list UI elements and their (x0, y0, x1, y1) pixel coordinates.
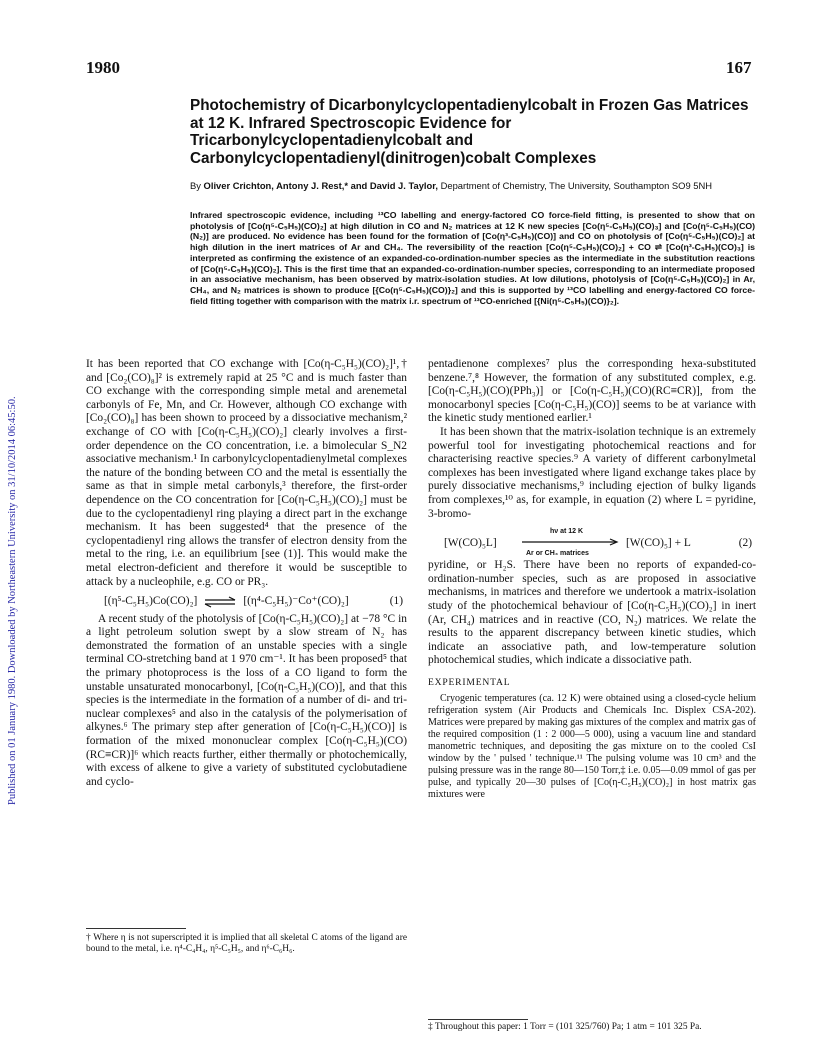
eq2-number: (2) (738, 537, 752, 550)
footnote-rule-left (86, 928, 186, 929)
eq1-left: [(η⁵-C₅H₅)Co(CO)₂] (104, 595, 198, 608)
eq1-number: (1) (389, 595, 403, 608)
right-para-1: pentadienone complexes⁷ plus the corresponding hexa-substituted benzene.⁷,⁸ However, the formation of any substituted complex, e.g. [Co(η-C₅H₅)(CO)(PPh₃)] or [Co(η-C₅H₅)(CO)(RC≡CR)], from the monocarbonyl species [Co(η-C₅H₅)(CO)] seems to be at variance with the kinetic study mentioned earlier.¹ (428, 358, 756, 425)
equilibrium-arrow-icon (203, 596, 237, 608)
left-para-1: It has been reported that CO exchange with [Co(η-C₅H₅)(CO)₂]¹,† and [Co₂(CO)₈]² is extremely rapid at 25 °C and is much faster than CO exchange with the corresponding simple metal and arenemetal carbonyls of Fe, Mn, and Cr. However, although CO exchange with [Co₂(CO)₈] has been shown to proceed by a dissociative mechanism,² exchange of CO with [Co(η-C₅H₅)(CO)₂] clearly involves a first-order dependence on the CO concentration, i.e. a bimolecular S_N2 associative mechanism.¹ In carbonylcyclopentadienylmetal complexes the nature of the bonding between CO and the metal is essentially the same as that in simple metal carbonyls,³ therefore, the first-order dependence on the CO concentration for [Co(η-C₅H₅)(CO)₂] must be due to the cyclopentadienyl ring playing a direct part in the exchange mechanism. It has been suggested⁴ that the presence of the cyclopentadienyl ring allows the transfer of electron density from the metal to the ring, i.e. an equilibrium [see (1)]. This would make the metal electron-deficient and therefore it would be susceptible to attack by a nucleophile, e.g. CO or PR₃. (86, 358, 407, 588)
right-para-2: It has been shown that the matrix-isolation technique is an extremely powerful tool for investigating photochemical reactions and for characterising reactive species.⁹ A variety of different carbonylmetal complexes has been investigated where ligand exchange takes place by purely dissociative mechanisms,⁹ including ejection of bulky ligands from complexes,¹⁰ as, for example, in equation (2) where L = pyridine, 3-bromo- (428, 425, 756, 520)
right-para-4: Cryogenic temperatures (ca. 12 K) were obtained using a closed-cycle helium refrigeration system (Air Products and Chemicals Inc. Displex CSA-202). Matrices were prepared by making gas mixtures of the complex and matrix gas of the required composition (1 : 2 000—5 000), using a vacuum line and standard manometric techniques, and depositing the gas mixture on to the cooled CsI window by the ' pulsed ' technique.¹¹ The pulsing volume was 10 cm³ and the pulsing pressure was in the range 80—150 Torr,‡ i.e. 0.05—0.09 mmol of gas per pulse, and typically 20—30 pulses of [Co(η-C₅H₅)(CO)₂] in host matrix gas mixtures were (428, 693, 756, 801)
eq2-right: [W(CO)₅] + L (626, 537, 691, 550)
left-para-2: A recent study of the photolysis of [Co(η-C₅H₅)(CO)₂] at −78 °C in a light petroleum solution swept by a slow stream of N₂ has demonstrated the formation of an unstable species with a single terminal CO-stretching band at 1 970 cm⁻¹. It has been proposed⁵ that the primary photoprocess is the loss of a CO ligand to form the unstable unsaturated monocarbonyl, [Co(η-C₅H₅)(CO)], and that this species is the intermediate in the formation of a number of di- and tri-nuclear complexes⁵ and also in the catalysis of the polymerisation of alkynes.⁶ The primary step after generation of [Co(η-C₅H₅)(CO)] is formation of the mixed mononuclear complex [Co(η-C₅H₅)(CO)(RC≡CR)]⁶ which reacts further, either thermally or photochemically, with excess of alkene to give a variety of substituted cyclobutadiene and cyclo- (86, 612, 407, 788)
year-header: 1980 (86, 58, 120, 77)
eq2-condition-top: hν at 12 K (550, 528, 584, 536)
right-column (428, 358, 756, 801)
reaction-arrow-icon (520, 538, 620, 546)
eq2-condition-bottom: Ar or CH₄ matrices (526, 550, 589, 558)
equation-2 (428, 525, 756, 559)
page-number: 167 (726, 58, 752, 77)
publication-side-note (4, 245, 22, 805)
section-heading-experimental: EXPERIMENTAL (428, 676, 511, 688)
right-para-3: pyridine, or H₂S. There have been no reports of expanded-co-ordination-number species, such as are proposed in associative mechanisms, in matrices and therefore we undertook a matrix-isolation study of the photochemical behaviour of [Co(η-C₅H₅)(CO)₂] in inert (Ar, CH₄) matrices and in reactive (CO, N₂) matrices. We relate the results to the apparent discrepancy between kinetic studies, which indicate an associative path, and low-temperature solution photochemical studies, which indicate a dissociative path. (428, 559, 756, 667)
author-affiliation: Department of Chemistry, The University, Southampton SO9 5NH (437, 180, 713, 191)
eq2-left: [W(CO)₅L] (444, 537, 497, 550)
left-column (86, 358, 407, 789)
eq1-right: [(η⁴-C₅H₅)⁻Co⁺(CO)₂] (243, 595, 349, 608)
footnote-right: ‡ Throughout this paper: 1 Torr = (101 325/760) Pa; 1 atm = 101 325 Pa. (428, 1022, 702, 1032)
footnote-left: † Where η is not superscripted it is implied that all skeletal C atoms of the ligand are bound to the metal, i.e. η⁴-C₄H₄, η⁵-C₅H₅, and η⁶-C₆H₆. (86, 933, 407, 954)
abstract: Infrared spectroscopic evidence, including ¹³CO labelling and energy-factored CO force-field fitting, is presented to show that on photolysis of [Co(η⁵-C₅H₅)(CO)₂] at high dilution in CO and N₂ matrices at 12 K new species [Co(η⁵-C₅H₅)(CO)₃] and [Co(η⁵-C₅H₅)(CO)(N₂)] are produced. No evidence has been found for the formation of [Co(η³-C₅H₅)(CO)] and CO on photolysis of [Co(η⁵-C₅H₅)(CO)₂] at high dilution in the inert matrices of Ar and CH₄. The reversibility of the reaction [Co(η⁵-C₅H₅)(CO)₂] + CO ⇌ [Co(η³-C₅H₅)(CO)₃] is interpreted as confirming the existence of an expanded-co-ordination-number species as the intermediate in the substitution reactions of [Co(η⁵-C₅H₅)(CO)₂]. This is the first time that an expanded-co-ordination-number species, corresponding to an intermediate proposed in an associative mechanism, has been observed by matrix-isolation studies. At low dilutions, photolysis of [Co(η⁵-C₅H₅)(CO)₂] in Ar, CH₄, and N₂ matrices is shown to produce [{Co(η⁵-C₅H₅)(CO)}₂] and this is supported by ¹³CO labelling and energy-factored CO force-field fitting together with comparison with the matrix i.r. spectrum of ¹³CO-enriched [{Ni(η⁵-C₅H₅)(CO)}₂]. (190, 210, 755, 306)
footnote-rule-right (428, 1019, 528, 1020)
equation-1 (104, 595, 407, 609)
author-names: Oliver Crichton, Antony J. Rest,* and David J. Taylor, (203, 180, 438, 191)
article-title: Photochemistry of Dicarbonylcyclopentadienylcobalt in Frozen Gas Matrices at 12 K. Infrared Spectroscopic Evidence for Tricarbonylcyclopentadienylcobalt and Carbonylcyclopentadienyl(dinitrogen)cobalt Complexes (190, 97, 749, 167)
author-prefix: By (190, 180, 204, 191)
side-note-text: Published on 01 January 1980. Downloaded by Northeastern University on 31/10/2014 06:45:50. (7, 396, 18, 805)
author-line (190, 180, 755, 192)
